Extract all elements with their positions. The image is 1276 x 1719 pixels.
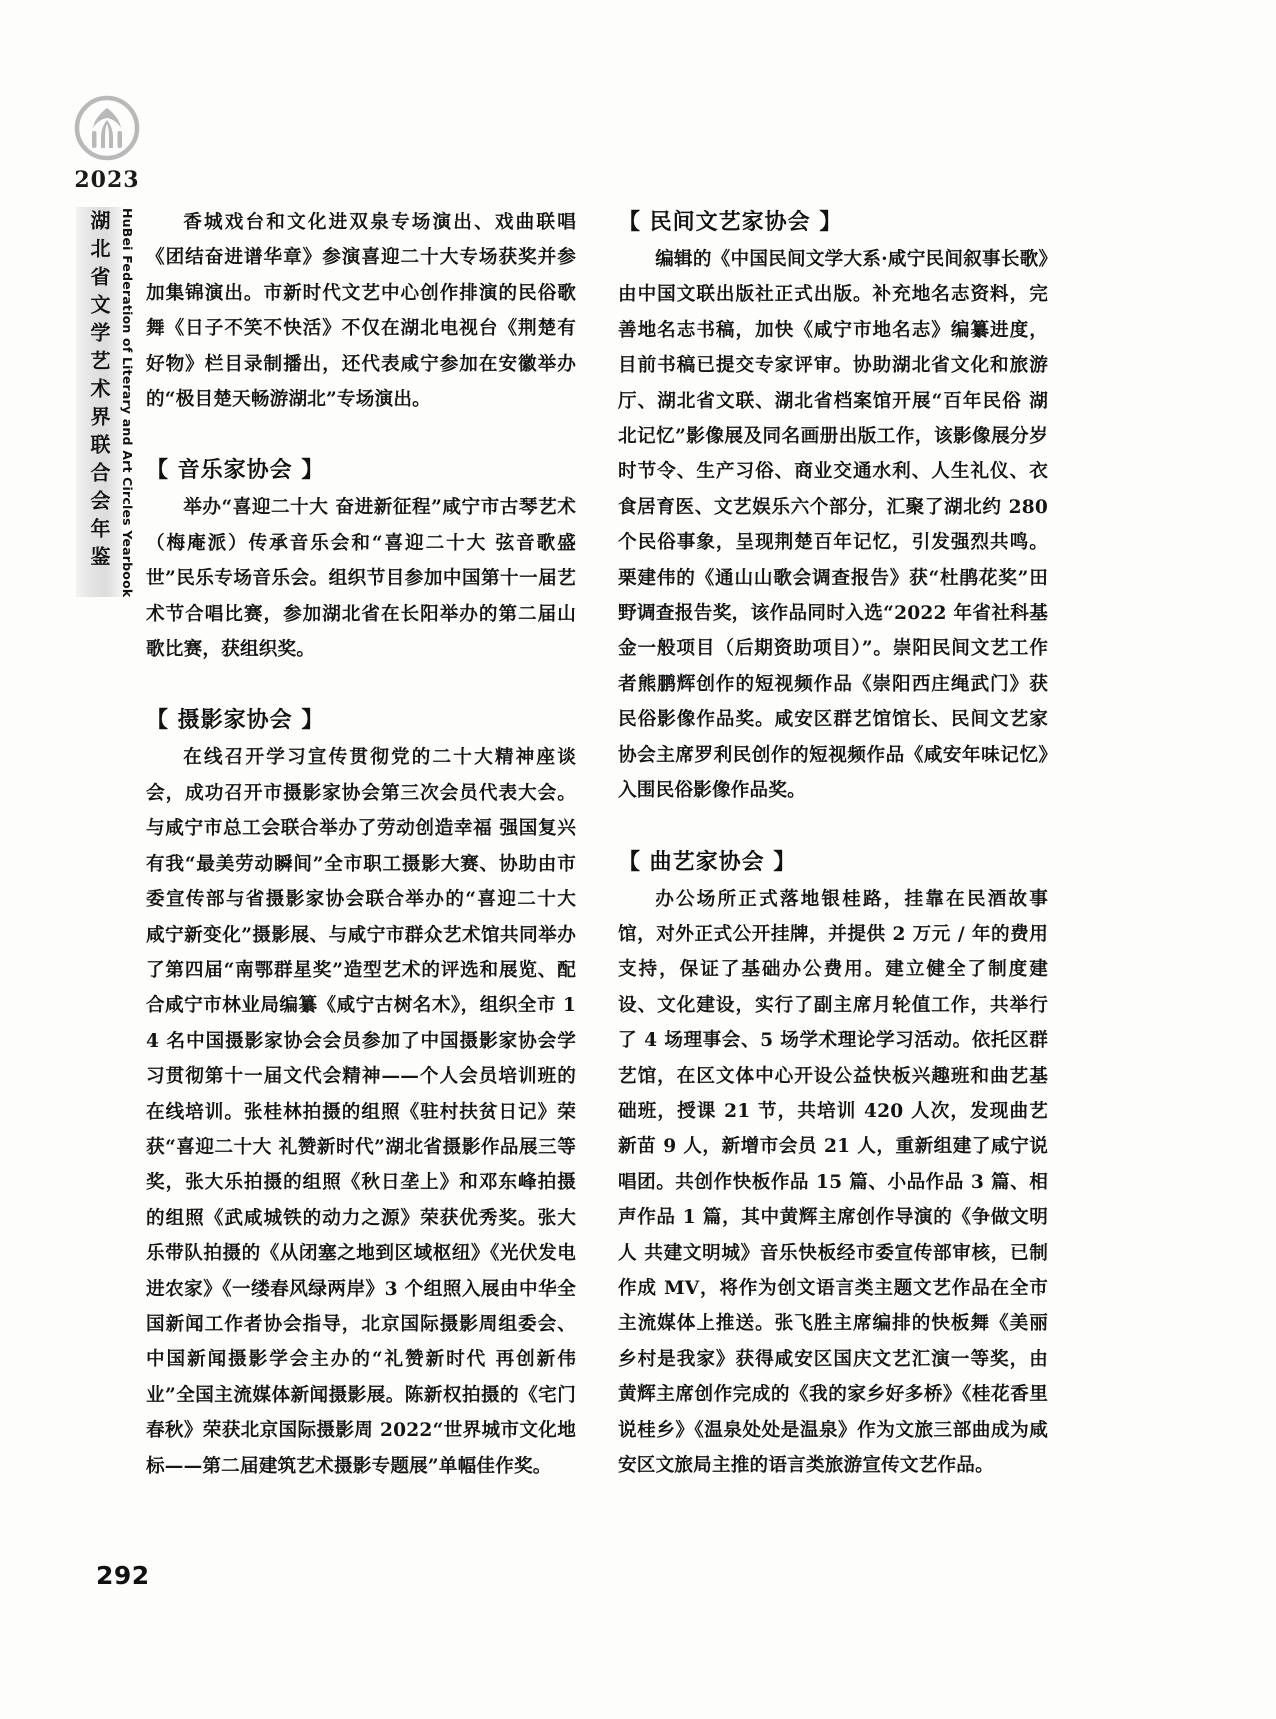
yearbook-emblem-icon (74, 95, 140, 161)
right-column (618, 205, 1048, 1485)
year-label: 2023 (74, 167, 140, 193)
vertical-title-cn: 湖北省文学艺术界联合会年鉴 (87, 210, 111, 574)
section-body-photographers-association: 在线召开学习宣传贯彻党的二十大精神座谈会，成功召开市摄影家协会第三次会员代表大会。与咸宁市总工会联合举办了劳动创造幸福 强国复兴有我“最美劳动瞬间”全市职工摄影大赛、协助由市委宣传部与省摄影家协会联合举办的“喜迎二十大 咸宁新变化”摄影展、与咸宁市群众艺术馆共同举办了第四届“南鄂群星奖”造型艺术的评选和展览、配合咸宁市林业局编纂《咸宁古树名木》，组织全市 14 名中国摄影家协会会员参加了中国摄影家协会学习贯彻第十一届文代会精神——个人会员培训班的在线培训。张桂林拍摄的组照《驻村扶贫日记》荣获“喜迎二十大 礼赞新时代”湖北省摄影作品展三等奖，张大乐拍摄的组照《秋日垄上》和邓东峰拍摄的组照《武咸城铁的动力之源》荣获优秀奖。张大乐带队拍摄的《从闭塞之地到区域枢纽》《光伏发电进农家》《一缕春风绿两岸》3 个组照入展由中华全国新闻工作者协会指导，北京国际摄影周组委会、中国新闻摄影学会主办的“礼赞新时代 再创新伟业”全国主流媒体新闻摄影展。陈新权拍摄的《宅门春秋》荣获北京国际摄影周 2022“世界城市文化地标——第二届建筑艺术摄影专题展”单幅佳作奖。 (146, 747, 576, 1477)
logo-block (70, 95, 144, 193)
section-body-music-association: 举办“喜迎二十大 奋进新征程”咸宁市古琴艺术（梅庵派）传承音乐会和“喜迎二十大 弦音歌盛世”民乐专场音乐会。组织节目参加中国第十一届艺术节合唱比赛，参加湖北省在长阳举办的第二届山歌比赛，获组织奖。 (146, 497, 576, 661)
page-number: 292 (96, 1561, 150, 1590)
section-heading-music-association: 【 音乐家协会 】 (146, 458, 325, 484)
section-body-quyi-association: 办公场所正式落地银桂路，挂靠在民酒故事馆，对外正式公开挂牌，并提供 2 万元 / 年的费用支持，保证了基础办公费用。建立健全了制度建设、文化建设，实行了副主席月轮值工作，共举行了 4 场理事会、5 场学术理论学习活动。依托区群艺馆，在区文体中心开设公益快板兴趣班和曲艺基础班，授课 21 节，共培训 420 人次，发现曲艺新苗 9 人，新增市会员 21 人，重新组建了咸宁说唱团。共创作快板作品 15 篇、小品作品 3 篇、相声作品 1 篇，其中黄辉主席创作导演的《争做文明人 共建文明城》音乐快板经市委宣传部审核，已制作成 MV，将作为创文语言类主题文艺作品在全市主流媒体上推送。张飞胜主席编排的快板舞《美丽乡村是我家》获得咸安区国庆文艺汇演一等奖，由黄辉主席创作完成的《我的家乡好多桥》《桂花香里说桂乡》《温泉处处是温泉》作为文旅三部曲成为咸安区文旅局主推的语言类旅游宣传文艺作品。 (618, 888, 1048, 1476)
section-heading-quyi-association: 【 曲艺家协会 】 (618, 849, 797, 875)
section-spacer (618, 811, 1048, 845)
continued-paragraph: 香城戏台和文化进双泉专场演出、戏曲联唱《团结奋进谱华章》参演喜迎二十大专场获奖并参加集锦演出。市新时代文艺中心创作排演的民俗歌舞《日子不笑不快活》不仅在湖北电视台《荆楚有好物》栏目录制播出，还代表咸宁参加在安徽举办的“极目楚天畅游湖北”专场演出。 (146, 212, 576, 411)
section-spacer (146, 669, 576, 703)
section-heading-photographers-association: 【 摄影家协会 】 (146, 708, 325, 734)
vertical-title-en: HuBei Federation of Literary and Art Circles Yearbook (120, 208, 135, 598)
left-column (146, 205, 576, 1486)
section-spacer (146, 419, 576, 453)
section-heading-folk-literature-association: 【 民间文艺家协会 】 (618, 210, 843, 235)
masthead-margin (70, 95, 150, 193)
section-body-folk-literature-association: 编辑的《中国民间文学大系·咸宁民间叙事长歌》由中国文联出版社正式出版。补充地名志资料，完善地名志书稿，加快《咸宁市地名志》编纂进度，目前书稿已提交专家评审。协助湖北省文化和旅游厅、湖北省文联、湖北省档案馆开展“百年民俗 湖北记忆”影像展及同名画册出版工作，该影像展分岁时节令、生产习俗、商业交通水利、人生礼仪、衣食居育医、文艺娱乐六个部分，汇聚了湖北约 280 个民俗事象，呈现荆楚百年记忆，引发强烈共鸣。栗建伟的《通山山歌会调查报告》获“杜鹃花奖”田野调查报告奖，该作品同时入选“2022 年省社科基金一般项目（后期资助项目）”。崇阳民间文艺工作者熊鹏辉创作的短视频作品《崇阳西庄绳武门》获民俗影像作品奖。咸安区群艺馆馆长、民间文艺家协会主席罗利民创作的短视频作品《咸安年味记忆》入围民俗影像作品奖。 (618, 249, 1048, 802)
